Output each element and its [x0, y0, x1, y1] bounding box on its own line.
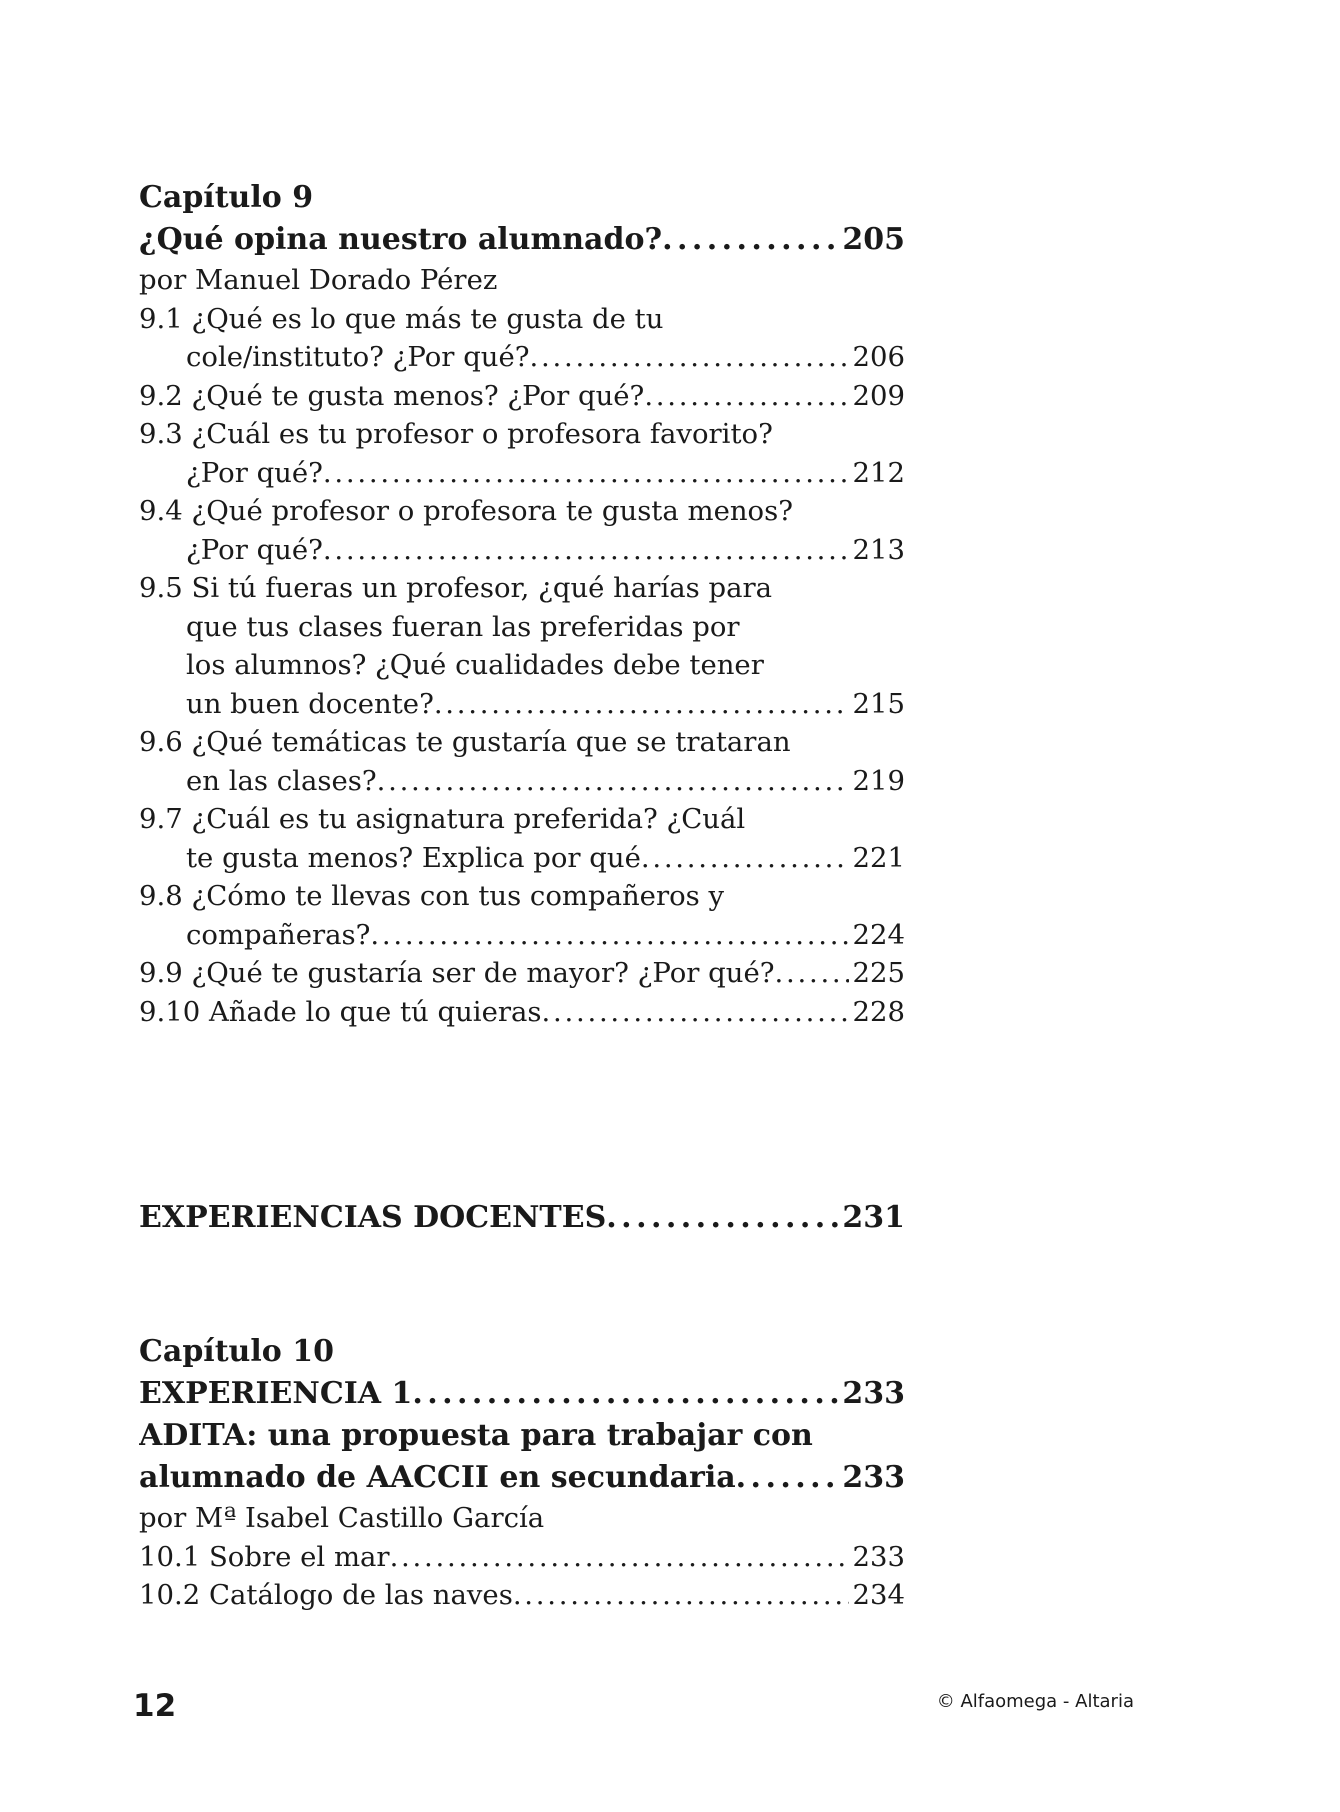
page-number: 233: [852, 1540, 905, 1573]
toc-entry-text: ¿Por qué?: [186, 533, 323, 566]
toc-entry-9-8[interactable]: [139, 916, 905, 955]
chapter-10-subtitle-line: ADITA: una propuesta para trabajar con: [139, 1418, 813, 1453]
toc-entry-text: un buen docente?: [186, 687, 434, 720]
chapter-9-author: por Manuel Dorado Pérez: [139, 264, 498, 296]
leader-dots: [377, 762, 849, 801]
toc-entry-9-1[interactable]: [139, 338, 905, 377]
section-title: EXPERIENCIAS DOCENTES: [139, 1200, 607, 1235]
leader-dots: [323, 531, 849, 570]
page-number: 213: [852, 533, 905, 566]
page-number: 212: [852, 456, 905, 489]
page-number: 205: [842, 222, 905, 257]
page-number: 233: [842, 1460, 905, 1495]
copyright-notice: © Alfaomega - Altaria: [936, 1691, 1134, 1712]
leader-dots: [370, 916, 848, 955]
leader-dots: [641, 839, 849, 878]
experience-entry[interactable]: [139, 1373, 905, 1415]
toc-entry-line: los alumnos? ¿Qué cualidades debe tener: [186, 649, 764, 681]
page-number: 221: [852, 841, 905, 874]
toc-entry-text: cole/instituto? ¿Por qué?: [186, 341, 530, 373]
toc-entry-line: 9.3 ¿Cuál es tu profesor o profesora favorito?: [139, 418, 773, 450]
toc-entry-9-4[interactable]: [139, 531, 905, 570]
leader-dots: [412, 1373, 838, 1415]
leader-dots: [513, 1576, 849, 1615]
section-entry[interactable]: [139, 1197, 905, 1239]
chapter-10-block: [139, 1331, 905, 1615]
toc-entry-line: 9.5 Si tú fueras un profesor, ¿qué harías para: [139, 572, 773, 604]
toc-entry-9-9[interactable]: [139, 954, 905, 993]
page-number: 234: [852, 1579, 905, 1611]
toc-entry-10-2[interactable]: [139, 1576, 905, 1615]
leader-dots: [434, 685, 849, 724]
toc-entry-text: compañeras?: [186, 918, 371, 951]
toc-entry-9-2[interactable]: [139, 377, 905, 416]
leader-dots: [662, 219, 838, 261]
leader-dots: [530, 338, 849, 377]
toc-entry-text: 9.9 ¿Qué te gustaría ser de mayor? ¿Por qué?: [139, 957, 775, 989]
chapter-9-label: Capítulo 9: [139, 180, 314, 215]
leader-dots: [736, 1457, 839, 1499]
toc-entry-line: 9.4 ¿Qué profesor o profesora te gusta menos?: [139, 495, 793, 527]
leader-dots: [323, 454, 849, 493]
section-block: [139, 1197, 905, 1239]
toc-entry-line: que tus clases fueran las preferidas por: [186, 610, 740, 643]
chapter-9-block: [139, 177, 905, 1031]
toc-entry-9-5[interactable]: [139, 685, 905, 724]
toc-entry-text: te gusta menos? Explica por qué: [186, 841, 641, 874]
page-number: 228: [852, 995, 905, 1028]
page-number: 233: [842, 1376, 905, 1411]
page-number: 219: [852, 764, 905, 797]
toc-entry-9-10[interactable]: [139, 993, 905, 1032]
page-number: 231: [842, 1200, 905, 1235]
chapter-10-subtitle-entry[interactable]: [139, 1457, 905, 1499]
page-number: 215: [852, 687, 905, 720]
toc-entry-text: 9.2 ¿Qué te gusta menos? ¿Por qué?: [139, 379, 645, 412]
page-number: 225: [852, 957, 905, 989]
chapter-10-label: Capítulo 10: [139, 1334, 334, 1369]
toc-entry-9-7[interactable]: [139, 839, 905, 878]
page-number: 209: [852, 379, 905, 412]
toc-entry-line: 9.7 ¿Cuál es tu asignatura preferida? ¿Cuál: [139, 803, 746, 835]
toc-entry-10-1[interactable]: [139, 1538, 905, 1577]
chapter-9-title-entry[interactable]: [139, 219, 905, 261]
chapter-10-author: por Mª Isabel Castillo García: [139, 1502, 545, 1534]
toc-entry-line: 9.8 ¿Cómo te llevas con tus compañeros y: [139, 880, 725, 912]
page-footer-number: 12: [133, 1688, 177, 1724]
toc-entry-line: 9.6 ¿Qué temáticas te gustaría que se trataran: [139, 726, 791, 758]
toc-entry-text: ¿Por qué?: [186, 456, 323, 489]
leader-dots: [390, 1538, 849, 1577]
leader-dots: [606, 1197, 838, 1239]
page-number: 206: [852, 341, 905, 373]
toc-entry-9-6[interactable]: [139, 762, 905, 801]
leader-dots: [644, 377, 848, 416]
toc-entry-text: en las clases?: [186, 764, 377, 797]
toc-entry-line: 9.1 ¿Qué es lo que más te gusta de tu: [139, 302, 664, 335]
page-number: 224: [852, 918, 905, 951]
toc-entry-text: 9.10 Añade lo que tú quieras: [139, 995, 542, 1028]
leader-dots: [542, 993, 849, 1032]
toc-entry-text: 10.1 Sobre el mar: [139, 1540, 390, 1573]
experience-title: EXPERIENCIA 1: [139, 1376, 413, 1411]
toc-entry-9-3[interactable]: [139, 454, 905, 493]
chapter-10-subtitle: alumnado de AACCII en secundaria: [139, 1460, 736, 1495]
chapter-9-title: ¿Qué opina nuestro alumnado?: [139, 222, 663, 257]
toc-entry-text: 10.2 Catálogo de las naves: [139, 1579, 513, 1611]
leader-dots: [775, 954, 849, 993]
